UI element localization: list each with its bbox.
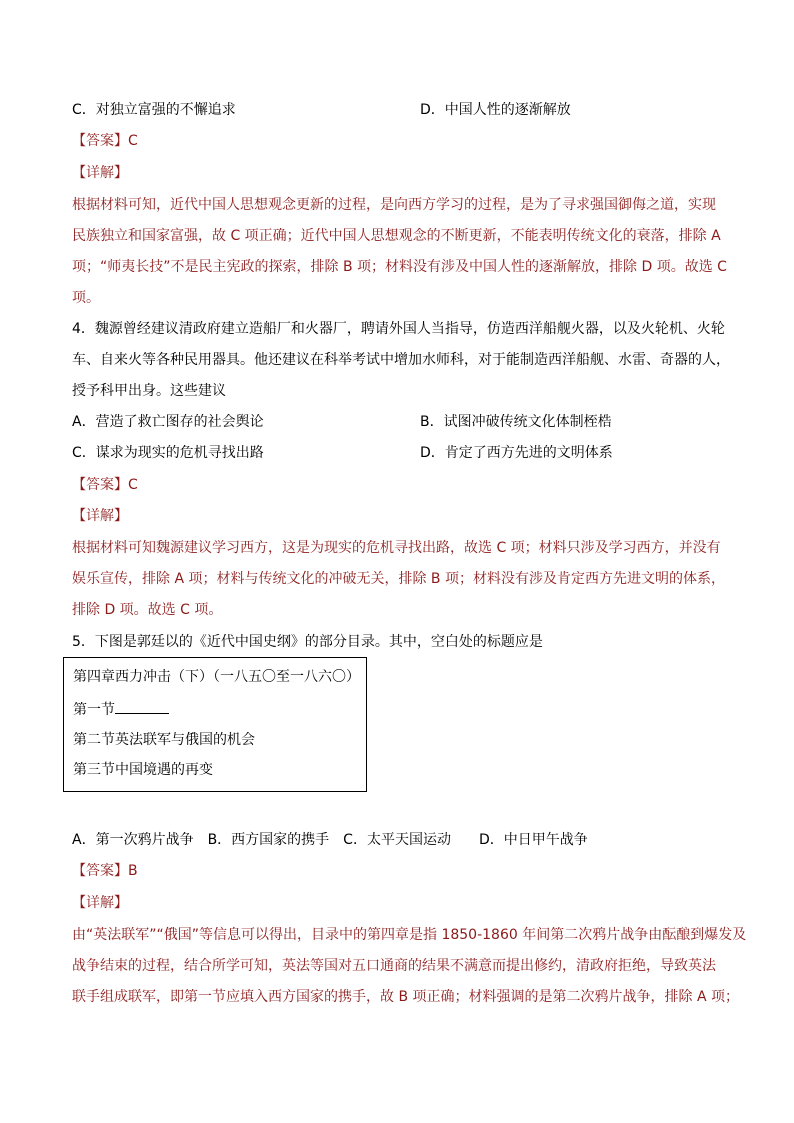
q4-option-a[interactable]: A．营造了救亡图存的社会舆论 <box>72 414 264 430</box>
q4-stem-line: 4．魏源曾经建议清政府建立造船厂和火器厂，聘请外国人当指导，仿造西洋船舰火器，以及火轮机、火轮 <box>72 321 725 337</box>
q4-detail-label: 【详解】 <box>72 508 128 524</box>
q4-option-d[interactable]: D．肯定了西方先进的文明体系 <box>420 445 613 461</box>
q5-explanation-line: 由“英法联军”“俄国”等信息可以得出，目录中的第四章是指 1850-1860 年间第二次鸦片战争由酝酿到爆发及 <box>72 927 747 943</box>
toc-section-1-label: 第一节 <box>73 702 115 718</box>
q5-stem: 5．下图是郭廷以的《近代中国史纲》的部分目录。其中，空白处的标题应是 <box>72 634 543 650</box>
q3-option-d[interactable]: D．中国人性的逐渐解放 <box>420 102 571 118</box>
q5-explanation-line: 战争结束的过程，结合所学可知，英法等国对五口通商的结果不满意而提出修约，清政府拒绝，导致英法 <box>72 958 716 974</box>
q5-table-of-contents-box <box>63 657 367 792</box>
q3-explanation-line: 根据材料可知，近代中国人思想观念更新的过程，是向西方学习的过程，是为了寻求强国御侮之道，实现 <box>72 197 716 213</box>
q4-stem-line: 车、自来火等各种民用器具。他还建议在科举考试中增加水师科，对于能制造西洋船舰、水雷、奇器的人， <box>72 352 730 368</box>
q3-explanation-line: 民族独立和国家富强，故 C 项正确；近代中国人思想观念的不断更新，不能表明传统文化的衰落，排除 A <box>72 228 721 244</box>
answer-label: 【答案】 <box>72 863 128 879</box>
q4-answer <box>72 475 138 495</box>
q5-detail-label: 【详解】 <box>72 895 128 911</box>
fill-in-blank <box>115 700 169 714</box>
q5-options[interactable]: A．第一次鸦片战争 B．西方国家的携手 C．太平天国运动 D．中日甲午战争 <box>72 832 588 848</box>
answer-label: 【答案】 <box>72 477 128 493</box>
q4-explanation-line: 根据材料可知魏源建议学习西方，这是为现实的危机寻找出路，故选 C 项；材料只涉及学习西方，并没有 <box>72 540 721 556</box>
toc-section-1 <box>73 700 169 720</box>
q4-explanation-line: 娱乐宣传，排除 A 项；材料与传统文化的冲破无关，排除 B 项；材料没有涉及肯定西方先进文明的体系， <box>72 571 725 587</box>
q4-option-b[interactable]: B．试图冲破传统文化体制桎梏 <box>420 414 612 430</box>
q4-option-c[interactable]: C．谋求为现实的危机寻找出路 <box>72 445 264 461</box>
q4-options-row-1 <box>72 412 612 432</box>
q3-answer <box>72 131 138 151</box>
q4-stem-line: 授予科甲出身。这些建议 <box>72 383 226 399</box>
answer-value: C <box>128 133 138 149</box>
toc-chapter-title: 第四章西力冲击（下）（一八五〇至一八六〇） <box>73 669 360 685</box>
q5-answer <box>72 861 138 881</box>
q3-detail-label: 【详解】 <box>72 165 128 181</box>
q3-option-c[interactable]: C．对独立富强的不懈追求 <box>72 102 236 118</box>
q3-options-row <box>72 100 571 120</box>
toc-section-2: 第二节英法联军与俄国的机会 <box>73 732 255 748</box>
answer-value: C <box>128 477 138 493</box>
toc-section-3: 第三节中国境遇的再变 <box>73 762 213 778</box>
q3-explanation-line: 项；“师夷长技”不是民主宪政的探索，排除 B 项；材料没有涉及中国人性的逐渐解放，排除 D 项。故选 C <box>72 259 727 275</box>
q4-explanation-line: 排除 D 项。故选 C 项。 <box>72 602 223 618</box>
answer-label: 【答案】 <box>72 133 128 149</box>
answer-value: B <box>128 863 138 879</box>
q5-explanation-line: 联手组成联军，即第一节应填入西方国家的携手，故 B 项正确；材料强调的是第二次鸦片战争，排除 A 项； <box>72 989 739 1005</box>
q4-options-row-2 <box>72 443 613 463</box>
q3-explanation-line: 项。 <box>72 290 100 306</box>
